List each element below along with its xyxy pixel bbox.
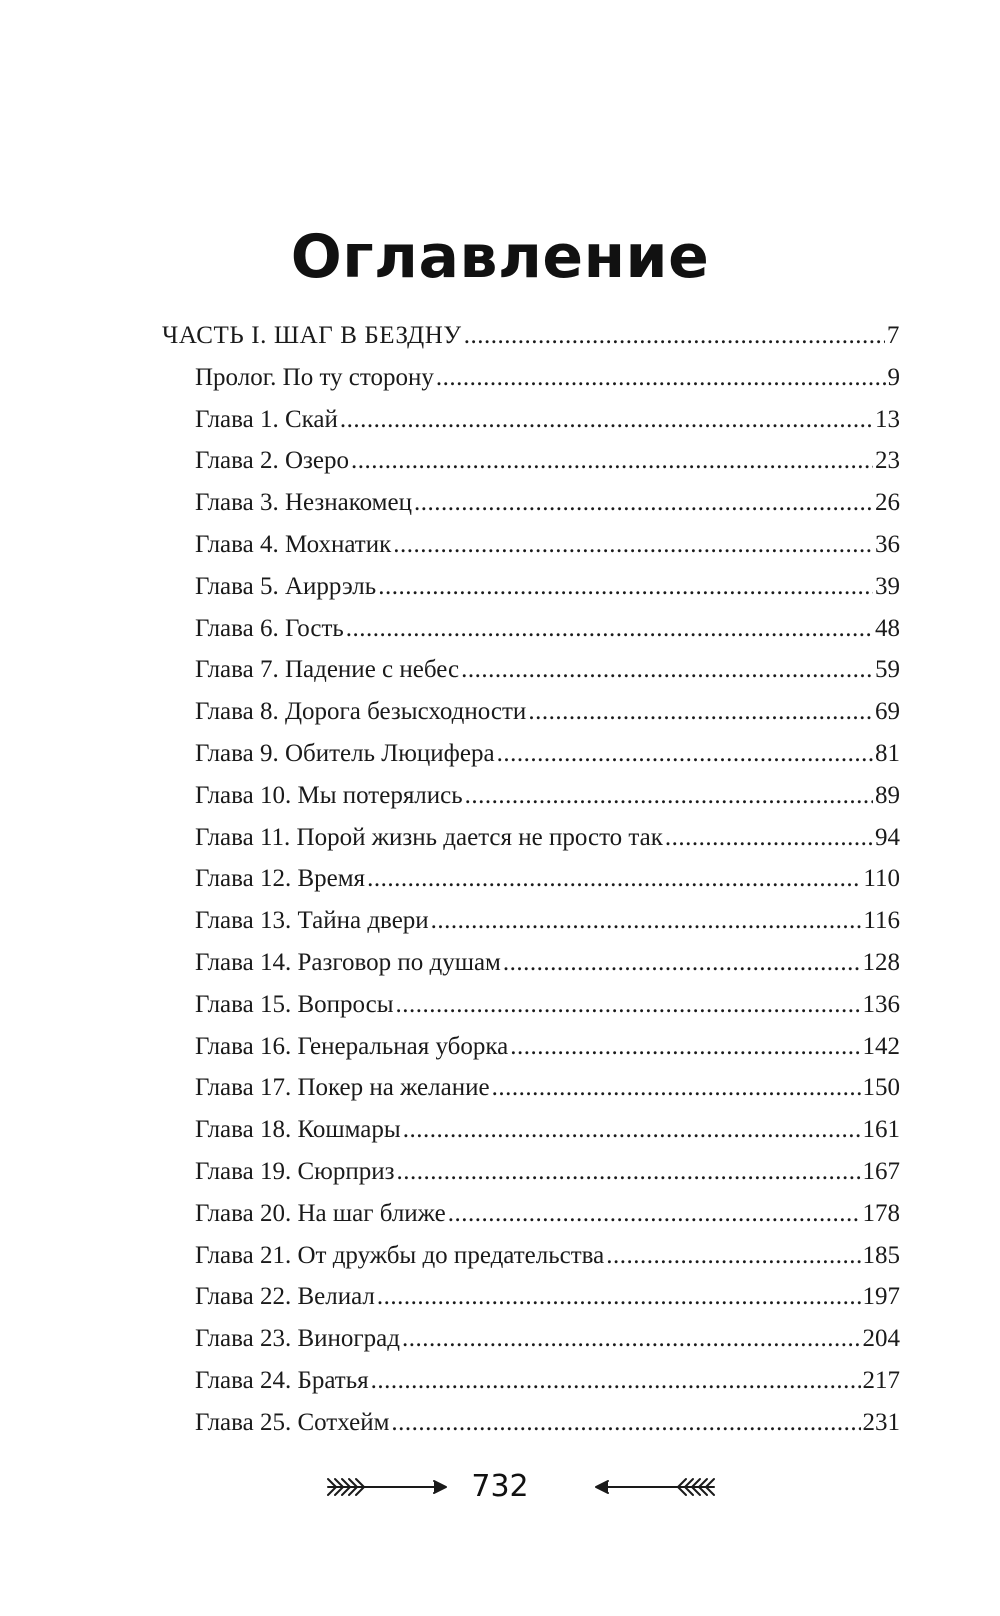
toc-page-number: 7: [886, 322, 900, 349]
toc-entry-title: Глава 9. Обитель Люцифера: [195, 739, 495, 767]
toc-page-number: 136: [862, 990, 900, 1018]
toc-entry-title: Глава 17. Покер на желание: [195, 1074, 490, 1102]
toc-page-number: 150: [862, 1074, 900, 1102]
toc-entry-title: Глава 2. Озеро: [195, 447, 349, 475]
table-of-contents: [162, 315, 900, 1444]
toc-page-number: 26: [875, 489, 900, 517]
toc-chapter-row: [162, 1276, 900, 1318]
toc-page-number: 9: [887, 363, 900, 391]
toc-entry-title: Глава 11. Порой жизнь дается не просто так: [195, 823, 663, 851]
toc-entry-title: Глава 3. Незнакомец: [195, 489, 412, 517]
toc-chapter-row: [162, 817, 900, 859]
toc-entry-title: Глава 24. Братья: [195, 1366, 369, 1394]
toc-entry-title: Глава 23. Виноград: [195, 1325, 400, 1353]
dot-leader: [402, 1318, 861, 1360]
dot-leader: [396, 1151, 860, 1193]
toc-chapter-row: [162, 691, 900, 733]
toc-page-number: 167: [862, 1157, 900, 1185]
toc-chapter-row: [162, 942, 900, 984]
toc-chapter-row: [162, 1026, 900, 1068]
toc-entry-title: Глава 14. Разговор по душам: [195, 948, 501, 976]
toc-page-number: 110: [863, 865, 900, 893]
toc-entry-title: Глава 16. Генеральная уборка: [195, 1032, 509, 1060]
toc-page-number: 161: [862, 1116, 900, 1144]
dot-leader: [431, 900, 862, 942]
dot-leader: [448, 1193, 861, 1235]
dot-leader: [461, 649, 873, 691]
toc-chapter-row: [162, 1067, 900, 1109]
toc-chapter-row: [162, 608, 900, 650]
dot-leader: [528, 691, 873, 733]
dot-leader: [371, 1360, 861, 1402]
dot-leader: [396, 984, 861, 1026]
dot-leader: [340, 399, 873, 441]
toc-page-number: 89: [875, 781, 900, 809]
dot-leader: [606, 1235, 860, 1277]
toc-page-number: 178: [862, 1199, 900, 1227]
toc-part-row: [162, 315, 900, 357]
page-number: 732: [471, 1469, 529, 1504]
toc-page-number: 217: [862, 1366, 900, 1394]
toc-chapter-row: [162, 357, 900, 399]
dot-leader: [414, 482, 873, 524]
toc-chapter-row: [162, 649, 900, 691]
toc-page-number: 39: [875, 572, 900, 600]
toc-chapter-row: [162, 524, 900, 566]
toc-chapter-row: [162, 1193, 900, 1235]
toc-chapter-row: [162, 733, 900, 775]
dot-leader: [464, 315, 885, 357]
toc-entry-title: Глава 25. Сотхейм: [195, 1408, 390, 1436]
toc-page-number: 59: [875, 656, 900, 684]
dot-leader: [393, 524, 873, 566]
toc-chapter-row: [162, 900, 900, 942]
toc-page-number: 48: [875, 614, 900, 642]
toc-page-number: 94: [875, 823, 900, 851]
dot-leader: [510, 1026, 860, 1068]
toc-chapter-row: [162, 399, 900, 441]
dot-leader: [492, 1067, 861, 1109]
toc-page-number: 204: [862, 1325, 900, 1353]
toc-chapter-row: [162, 482, 900, 524]
toc-chapter-row: [162, 1151, 900, 1193]
toc-entry-title: Глава 19. Сюрприз: [195, 1157, 395, 1185]
dot-leader: [503, 942, 861, 984]
toc-chapter-row: [162, 440, 900, 482]
toc-page-number: 128: [862, 948, 900, 976]
toc-page-number: 23: [875, 447, 900, 475]
toc-page-number: 36: [875, 530, 900, 558]
toc-entry-title: Глава 22. Велиал: [195, 1283, 375, 1311]
toc-entry-title: Глава 12. Время: [195, 865, 366, 893]
toc-page-number: 142: [862, 1032, 900, 1060]
toc-page-number: 185: [862, 1241, 900, 1269]
toc-entry-title: Глава 5. Аиррэль: [195, 572, 377, 600]
toc-chapter-row: [162, 566, 900, 608]
toc-entry-title: Глава 21. От дружбы до предательства: [195, 1241, 605, 1269]
toc-chapter-row: [162, 775, 900, 817]
toc-chapter-row: [162, 1402, 900, 1444]
dot-leader: [465, 775, 873, 817]
dot-leader: [378, 566, 873, 608]
toc-page-number: 231: [862, 1408, 900, 1436]
dot-leader: [436, 357, 886, 399]
toc-chapter-row: [162, 858, 900, 900]
arrow-left-icon: [592, 1470, 720, 1504]
dot-leader: [665, 817, 873, 859]
dot-leader: [367, 858, 861, 900]
toc-chapter-row: [162, 1235, 900, 1277]
toc-entry-title: Глава 6. Гость: [195, 614, 344, 642]
dot-leader: [403, 1109, 861, 1151]
dot-leader: [391, 1402, 860, 1444]
toc-page-number: 197: [862, 1283, 900, 1311]
toc-page-number: 116: [863, 907, 900, 935]
toc-entry-title: ЧАСТЬ I. ШАГ В БЕЗДНУ: [162, 322, 462, 349]
toc-entry-title: Глава 10. Мы потерялись: [195, 781, 463, 809]
toc-entry-title: Глава 18. Кошмары: [195, 1116, 401, 1144]
dot-leader: [497, 733, 873, 775]
page-footer: [0, 1462, 1000, 1512]
toc-chapter-row: [162, 984, 900, 1026]
dot-leader: [351, 440, 873, 482]
toc-entry-title: Пролог. По ту сторону: [195, 363, 434, 391]
toc-chapter-row: [162, 1360, 900, 1402]
toc-chapter-row: [162, 1318, 900, 1360]
toc-chapter-row: [162, 1109, 900, 1151]
toc-page-number: 81: [875, 739, 900, 767]
dot-leader: [377, 1276, 861, 1318]
toc-entry-title: Глава 15. Вопросы: [195, 990, 394, 1018]
toc-entry-title: Глава 7. Падение с небес: [195, 656, 460, 684]
toc-page-number: 69: [875, 698, 900, 726]
toc-entry-title: Глава 13. Тайна двери: [195, 907, 429, 935]
dot-leader: [346, 608, 873, 650]
toc-entry-title: Глава 8. Дорога безысходности: [195, 698, 527, 726]
toc-entry-title: Глава 1. Скай: [195, 405, 338, 433]
toc-page-number: 13: [875, 405, 900, 433]
toc-entry-title: Глава 4. Мохнатик: [195, 530, 392, 558]
toc-entry-title: Глава 20. На шаг ближе: [195, 1199, 446, 1227]
page-title: Оглавление: [290, 222, 710, 292]
